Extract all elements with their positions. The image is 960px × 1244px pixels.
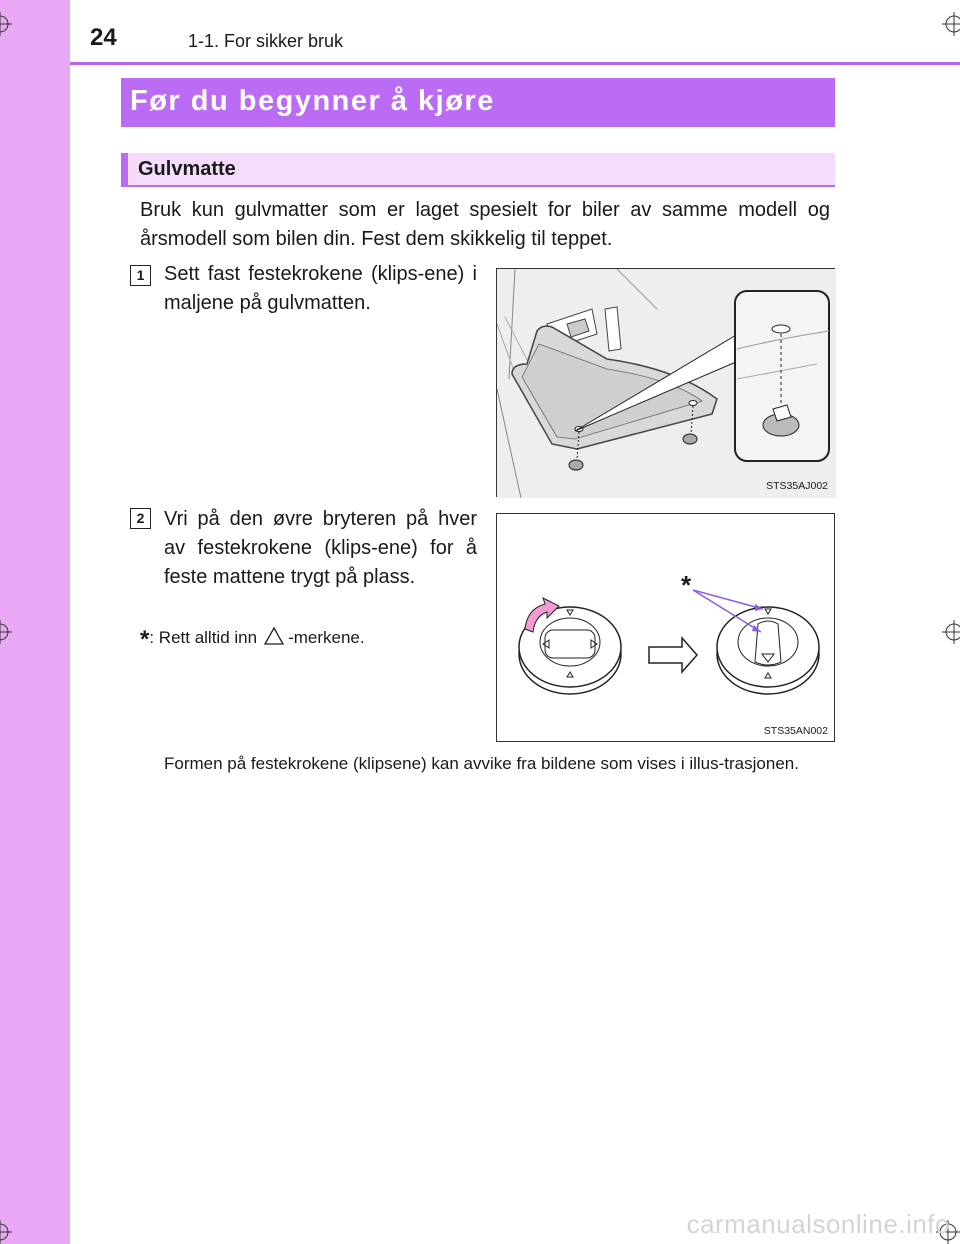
- clip-rotation-illustration: [497, 514, 836, 743]
- floor-mat-illustration: [497, 269, 836, 498]
- page-number: 24: [90, 24, 117, 51]
- registration-mark-icon: [0, 1220, 12, 1244]
- figure-star-marker: *: [681, 570, 692, 600]
- intro-paragraph: Bruk kun gulvmatter som er laget spesielt for biler av samme modell og årsmodell som bilen din. Fest dem skikkelig til teppet.: [140, 199, 830, 250]
- registration-mark-icon: [0, 12, 12, 36]
- registration-mark-icon: [0, 620, 12, 644]
- step-number-2: 2: [130, 508, 151, 529]
- figure-floor-mat: [496, 268, 835, 497]
- figure-code: STS35AN002: [763, 725, 828, 737]
- registration-mark-icon: [942, 620, 960, 644]
- note: [140, 626, 365, 654]
- step-number-1: 1: [130, 265, 151, 286]
- section-title: Før du begynner å kjøre: [121, 78, 835, 127]
- triangle-mark-icon: [263, 626, 285, 646]
- step-2-text: Vri på den øvre bryteren på hver av festekrokene (klips-ene) for å feste mattene trygt på plass.: [164, 508, 477, 588]
- figure-code: STS35AJ002: [766, 480, 828, 492]
- footnote: Formen på festekrokene (klipsene) kan avvike fra bildene som vises i illus-trasjonen.: [164, 754, 799, 773]
- watermark: carmanualsonline.info: [686, 1209, 950, 1239]
- subsection-title: Gulvmatte: [121, 153, 835, 187]
- figure-clip-rotation: [496, 513, 835, 742]
- note-marker: *: [140, 626, 150, 653]
- registration-mark-icon: [942, 12, 960, 36]
- header-rule: [70, 62, 960, 65]
- note-suffix: -merkene.: [288, 628, 365, 647]
- breadcrumb: 1-1. For sikker bruk: [188, 31, 344, 51]
- step-1-text: Sett fast festekrokene (klips-ene) i maljene på gulvmatten.: [164, 263, 477, 314]
- note-prefix: : Rett alltid inn: [149, 628, 258, 647]
